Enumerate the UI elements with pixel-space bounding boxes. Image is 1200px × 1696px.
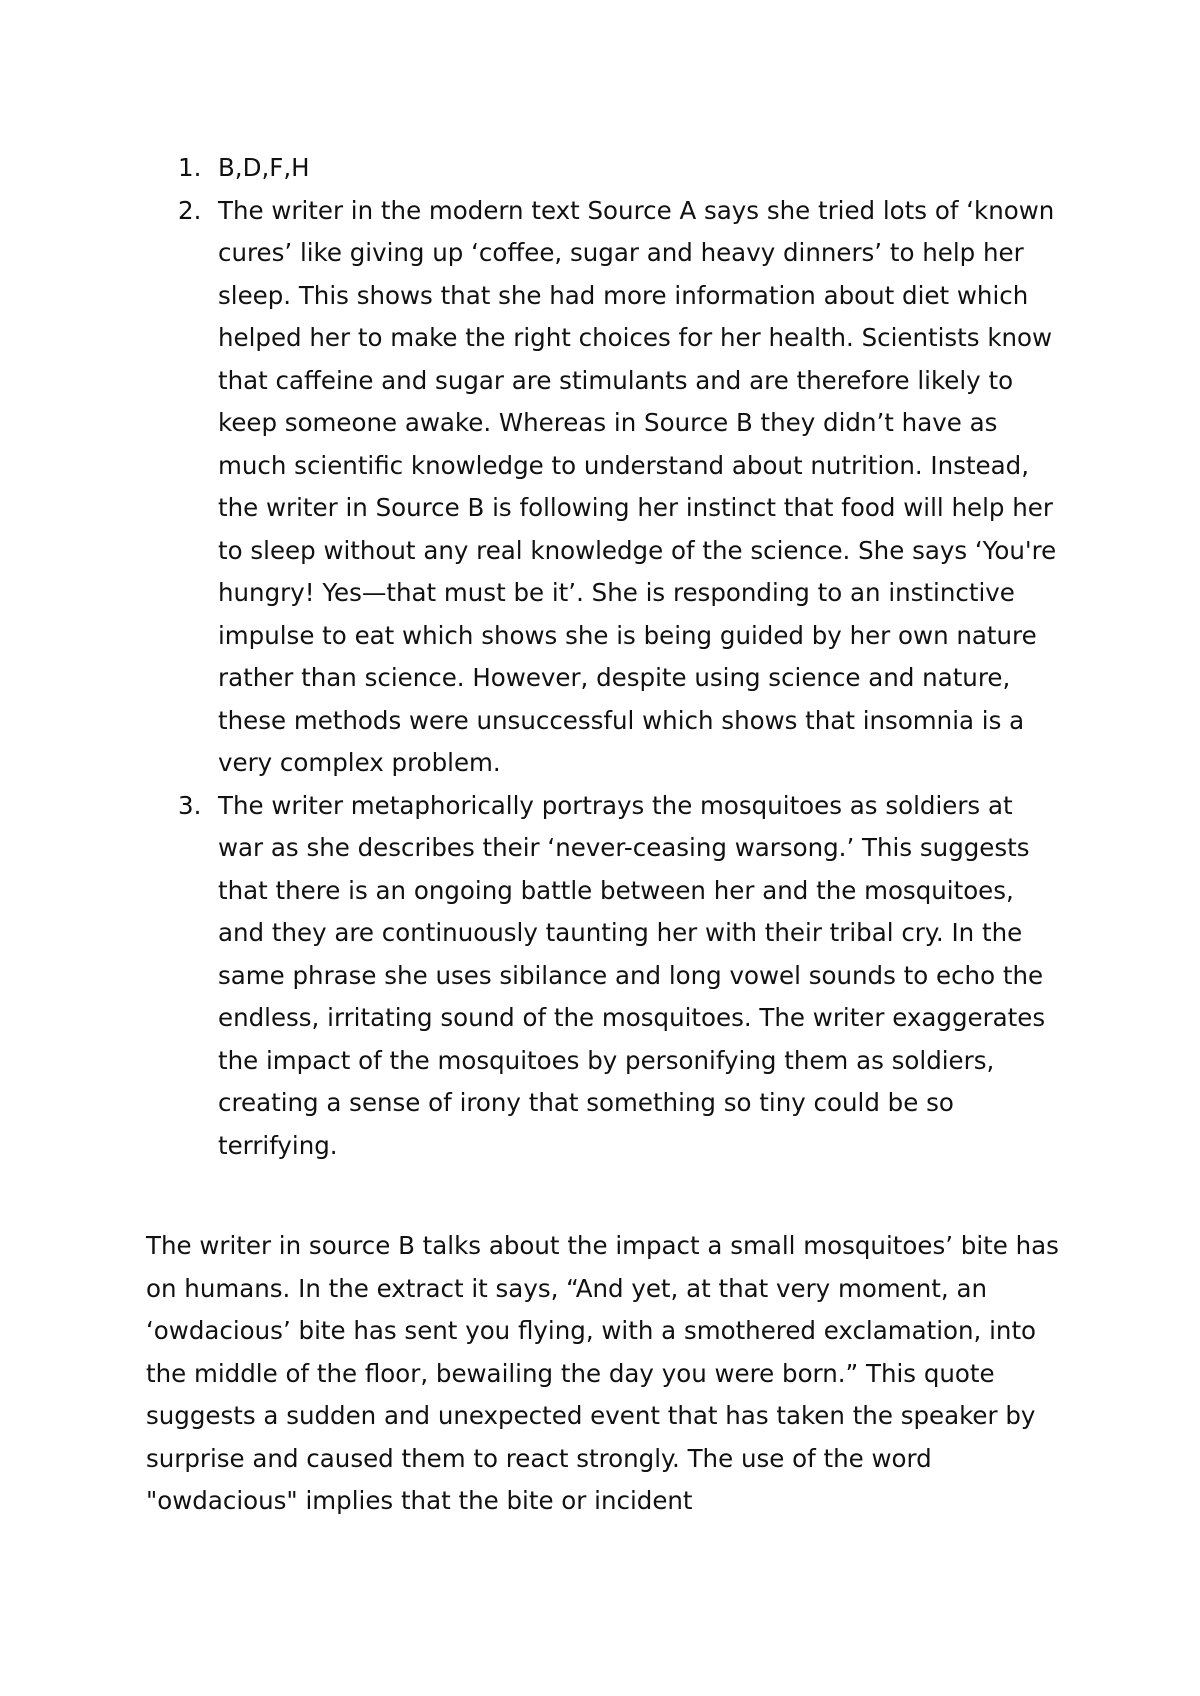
answer-text: B,D,F,H bbox=[218, 153, 310, 182]
answer-item-3 bbox=[178, 785, 1058, 1168]
answer-number: 2. bbox=[178, 195, 202, 225]
answer-item-2 bbox=[178, 190, 1058, 785]
answer-item-1 bbox=[178, 147, 1058, 190]
answer-number: 1. bbox=[178, 153, 202, 182]
answer-text: The writer metaphorically portrays the mosquitoes as soldiers at war as she describes their ‘never-ceasing warsong.’ This suggests that there is an ongoing battle between her and the mosquitoes, and they are continuously taunting her with their tribal cry. In the same phrase she uses sibilance and long vowel sounds to echo the endless, irritating sound of the mosquitoes. The writer exaggerates the impact of the mosquitoes by personifying them as soldiers, creating a sense of irony that something so tiny could be so terrifying. bbox=[218, 790, 1046, 1160]
answer-number: 3. bbox=[178, 790, 202, 820]
answer-text: The writer in the modern text Source A says she tried lots of ‘known cures’ like giving up ‘coffee, sugar and heavy dinners’ to help her sleep. This shows that she had more information about diet which helped her to make the right choices for her health. Scientists know that caffeine and sugar are stimulants and are therefore likely to keep someone awake. Whereas in Source B they didn’t have as much scientific knowledge to understand about nutrition. Instead, the writer in Source B is following her instinct that food will help her to sleep without any real knowledge of the science. She says ‘You're hungry! Yes—that must be it’. She is responding to an instinctive impulse to eat which shows she is being guided by her own nature rather than science. However, despite using science and nature, these methods were unsuccessful which shows that insomnia is a very complex problem. bbox=[218, 195, 1057, 777]
body-paragraph: The writer in source B talks about the impact a small mosquitoes’ bite has on humans. In the extract it says, “And yet, at that very moment, an ‘owdacious’ bite has sent you flying, with a smothered exclamation, into the middle of the floor, bewailing the day you were born.” This quote suggests a sudden and unexpected event that has taken the speaker by surprise and caused them to react strongly. The use of the word "owdacious" implies that the bite or incident bbox=[146, 1231, 1059, 1515]
answer-list bbox=[178, 147, 1058, 1167]
